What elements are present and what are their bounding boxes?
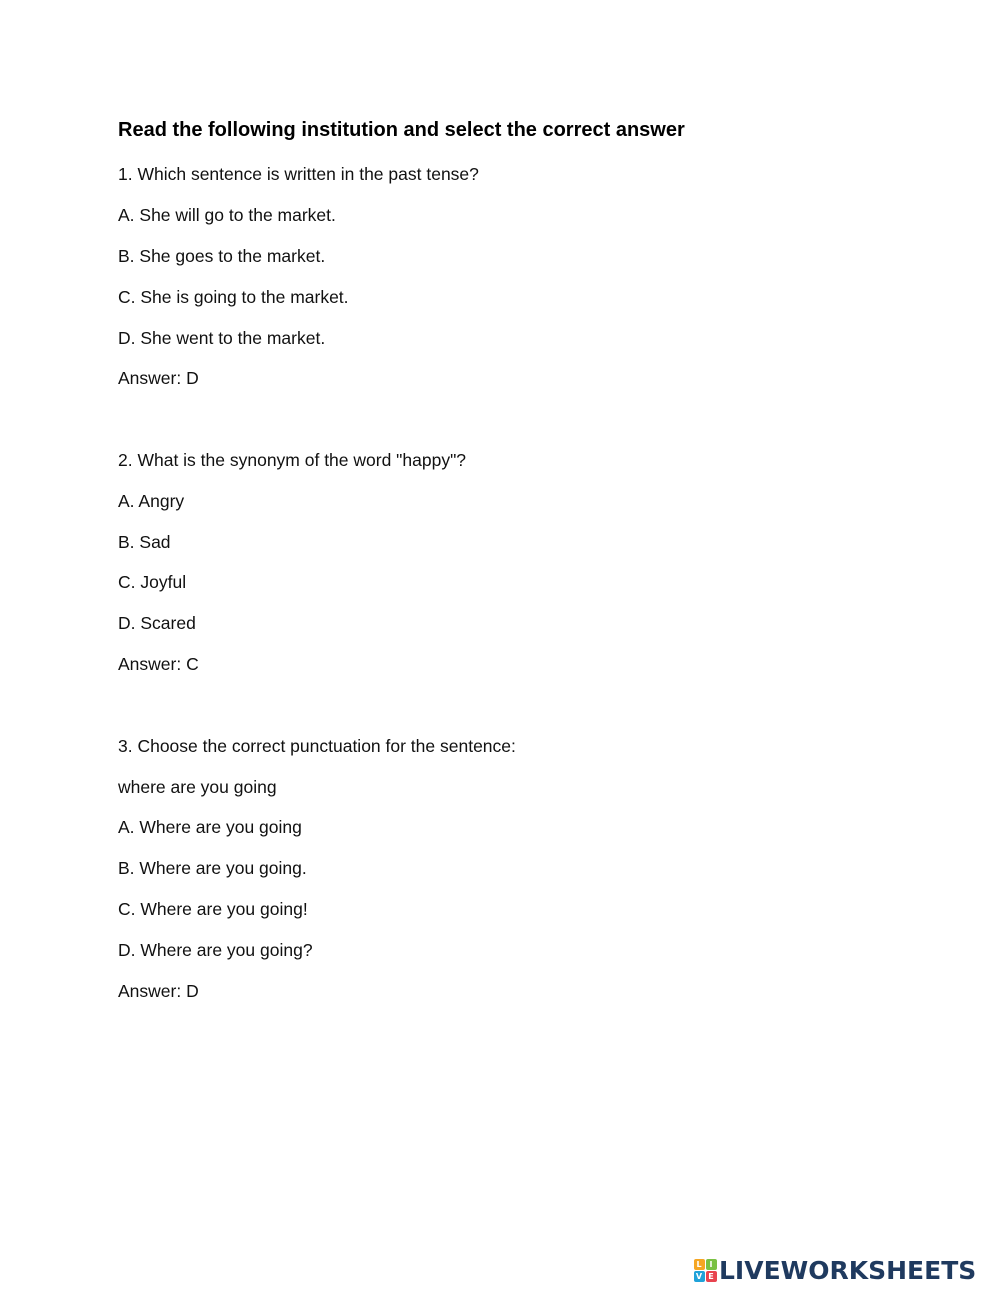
question-2-option-d: D. Scared [118, 613, 196, 633]
logo-letter-e: E [706, 1271, 717, 1282]
question-2-option-b: B. Sad [118, 532, 171, 552]
liveworksheets-wordmark: LIVEWORKSHEETS [719, 1255, 977, 1285]
question-3-option-c: C. Where are you going! [118, 899, 308, 919]
question-1-prompt: 1. Which sentence is written in the past tense? [118, 164, 479, 184]
question-1-option-d: D. She went to the market. [118, 328, 326, 348]
question-1-option-a: A. She will go to the market. [118, 205, 336, 225]
question-2-option-c: C. Joyful [118, 572, 187, 592]
question-1-option-c: C. She is going to the market. [118, 287, 349, 307]
question-1-answer: Answer: D [118, 368, 199, 388]
question-3-sentence: where are you going [118, 777, 277, 797]
liveworksheets-brand [693, 1254, 976, 1286]
question-1-option-b: B. She goes to the market. [118, 246, 326, 266]
question-2-option-a: A. Angry [118, 491, 185, 511]
question-3-answer: Answer: D [118, 981, 199, 1001]
logo-letter-i: I [706, 1259, 717, 1270]
liveworksheets-logo-icon [693, 1258, 717, 1282]
logo-letter-v: V [694, 1271, 705, 1282]
question-2-prompt: 2. What is the synonym of the word "happy"? [118, 450, 467, 470]
question-2-answer: Answer: C [118, 654, 199, 674]
question-3-option-a: A. Where are you going [118, 817, 302, 837]
logo-letter-l: L [694, 1259, 705, 1270]
question-3-option-d: D. Where are you going? [118, 940, 313, 960]
worksheet-title: Read the following institution and select the correct answer [118, 119, 685, 141]
question-3-prompt: 3. Choose the correct punctuation for the sentence: [118, 736, 516, 756]
question-3-option-b: B. Where are you going. [118, 858, 307, 878]
